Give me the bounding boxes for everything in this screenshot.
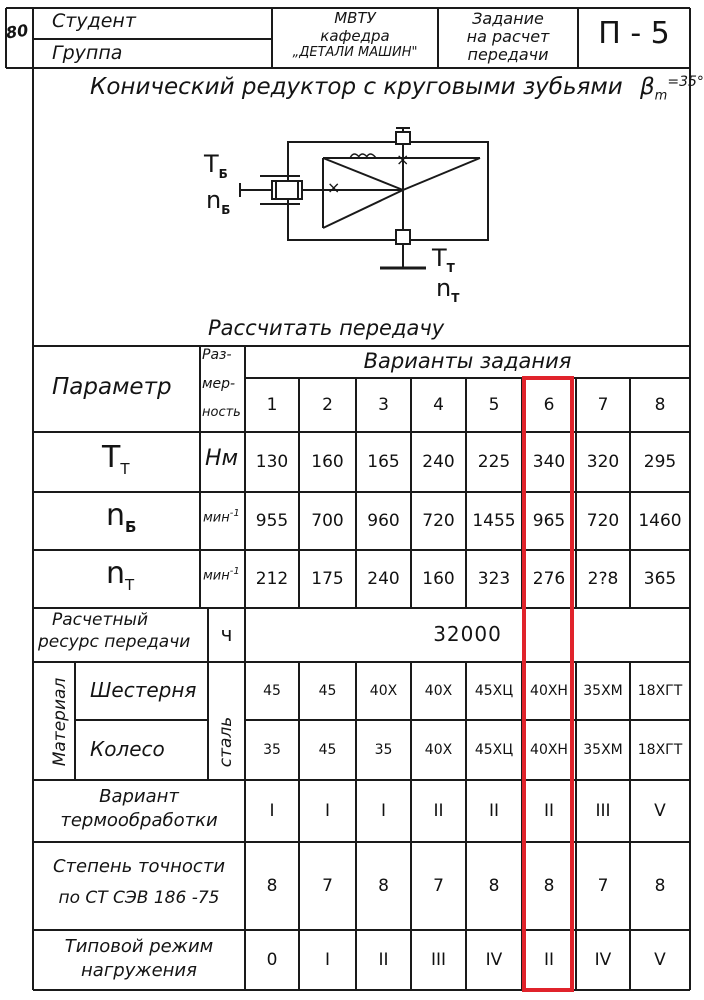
param-cell: 212	[255, 569, 289, 589]
accuracy-cell: 8	[543, 876, 555, 896]
unit-rpm-b: мин$^{-1}$	[203, 508, 240, 526]
unit-rpm-t: мин$^{-1}$	[203, 566, 240, 584]
heat-treatment-cell: V	[654, 801, 666, 821]
heat-treatment-cell: III	[595, 801, 611, 821]
param-cell: 720	[586, 511, 620, 531]
load-mode-cell: II	[543, 950, 555, 970]
param-nt: $n_T$	[106, 556, 135, 594]
param-cell: 160	[422, 569, 455, 589]
dim-header-2: мер-	[202, 376, 236, 392]
param-cell: 955	[255, 511, 289, 531]
param-cell: 295	[643, 452, 677, 472]
variant-number: 4	[433, 395, 444, 415]
calc-title: Рассчитать передачу	[208, 316, 445, 340]
variant-number: 5	[488, 395, 500, 415]
heat-treatment-cell: I	[380, 801, 386, 821]
load-mode-cell: 0	[266, 950, 278, 970]
load-mode-cell: IV	[594, 950, 612, 970]
pinion-material-cell: 45	[318, 683, 337, 699]
variant-number: 6	[543, 395, 555, 415]
param-cell: 225	[477, 452, 511, 472]
wheel-material-cell: 18ХГТ	[637, 742, 683, 758]
heat-treatment-cell: II	[543, 801, 555, 821]
title-text: Конический редуктор с круговыми зубьями	[90, 74, 623, 100]
param-cell: 965	[532, 511, 566, 531]
material-unit: сталь	[216, 716, 236, 768]
wheel-material-cell: 45ХЦ	[474, 742, 514, 758]
group-label: Группа	[52, 42, 123, 64]
param-cell: 323	[477, 569, 511, 589]
dim-header-1: Раз-	[202, 347, 232, 363]
param-cell: 240	[422, 452, 455, 472]
resource-label-2: ресурс передачи	[38, 632, 191, 652]
resource-label-1: Расчетный	[52, 610, 149, 630]
wheel-material-cell: 35	[374, 742, 393, 758]
org-line-3: „ДЕТАЛИ МАШИН"	[292, 45, 418, 60]
pinion-material-cell: 40ХН	[530, 683, 568, 699]
param-cell: 130	[255, 452, 289, 472]
wheel-material-cell: 40ХН	[530, 742, 568, 758]
material-label: Материал	[50, 677, 70, 767]
org-line-1: МВТУ	[334, 9, 376, 27]
accuracy-label-1: Степень точности	[52, 856, 226, 877]
param-cell: 240	[367, 569, 400, 589]
param-cell: 160	[311, 452, 344, 472]
task-line-3: передачи	[467, 45, 549, 64]
pinion-cross: ×	[327, 178, 341, 197]
wheel-material-cell: 40Х	[424, 742, 453, 758]
load-label-1: Типовой режим	[64, 936, 214, 957]
dim-header-3: ность	[202, 405, 241, 420]
accuracy-cell: 7	[597, 876, 609, 896]
load-label-2: нагружения	[81, 960, 197, 981]
param-cell: 960	[367, 511, 400, 531]
scheme-nb: $n_Б$	[206, 186, 231, 217]
wheel-material-cell: 45	[318, 742, 337, 758]
resource-value: 32000	[433, 622, 502, 646]
wheel-label: Колесо	[90, 737, 165, 761]
pinion-material-cell: 40Х	[424, 683, 453, 699]
param-cell: 365	[643, 569, 677, 589]
param-cell: 2?8	[587, 569, 619, 589]
heat-treatment-cell: I	[324, 801, 330, 821]
task-line-2: на расчет	[466, 27, 550, 46]
accuracy-cell: 7	[322, 876, 333, 896]
variant-number: 2	[322, 395, 333, 415]
load-mode-cell: II	[378, 950, 389, 970]
heat-label-1: Вариант	[99, 786, 179, 807]
accuracy-cell: 8	[654, 876, 666, 896]
variant-6-highlight	[522, 376, 574, 992]
accuracy-cell: 8	[488, 876, 500, 896]
param-cell: 340	[532, 452, 566, 472]
param-tt: $T_T$	[102, 440, 130, 478]
pinion-material-cell: 45	[263, 683, 281, 699]
heat-label-2: термообработки	[60, 810, 218, 831]
resource-unit: ч	[220, 622, 233, 646]
accuracy-label-2: по СТ СЭВ 186 -75	[58, 888, 220, 908]
accuracy-cell: 7	[433, 876, 444, 896]
page-number: 80	[4, 20, 30, 43]
heat-treatment-cell: II	[433, 801, 444, 821]
variant-number: 7	[597, 395, 609, 415]
heat-treatment-cell: II	[488, 801, 500, 821]
unit-nm: Нм	[205, 446, 239, 471]
param-header: Параметр	[52, 374, 172, 400]
param-cell: 700	[311, 511, 344, 531]
param-cell: 276	[532, 569, 566, 589]
wheel-material-cell: 35ХМ	[583, 742, 623, 758]
task-code: П - 5	[598, 16, 670, 51]
param-cell: 1455	[472, 511, 516, 531]
beta-sub: m	[654, 88, 668, 104]
pinion-material-cell: 45ХЦ	[474, 683, 514, 699]
param-nb: $n_Б$	[106, 498, 137, 536]
pinion-material-cell: 40Х	[369, 683, 398, 699]
beta-symbol: β	[639, 74, 655, 100]
scheme-tb: $T_Б$	[204, 150, 228, 181]
pinion-label: Шестерня	[90, 678, 197, 702]
param-cell: 320	[586, 452, 620, 472]
param-cell: 720	[422, 511, 455, 531]
param-cell: 165	[367, 452, 400, 472]
variants-header: Варианты задания	[363, 349, 572, 373]
task-line-1: Задание	[472, 9, 544, 28]
sheet-title	[90, 74, 704, 104]
wheel-material-cell: 35	[263, 742, 281, 758]
load-mode-cell: I	[324, 950, 330, 970]
beta-value: =35°	[667, 74, 704, 90]
org-line-2: кафедра	[320, 27, 390, 45]
variant-number: 8	[654, 395, 666, 415]
param-cell: 175	[311, 569, 344, 589]
variant-number: 3	[378, 395, 389, 415]
accuracy-cell: 8	[378, 876, 389, 896]
pinion-material-cell: 18ХГТ	[637, 683, 683, 699]
load-mode-cell: V	[654, 950, 666, 970]
load-mode-cell: IV	[485, 950, 503, 970]
student-label: Студент	[52, 10, 136, 32]
pinion-material-cell: 35ХМ	[583, 683, 623, 699]
wheel-cross: ×	[396, 150, 410, 169]
scheme-tt: $T_T$	[432, 244, 455, 275]
param-cell: 1460	[638, 511, 682, 531]
load-mode-cell: III	[430, 950, 447, 970]
variant-number: 1	[266, 395, 278, 415]
heat-treatment-cell: I	[269, 801, 275, 821]
scheme-nt: $n_T$	[436, 274, 460, 305]
accuracy-cell: 8	[266, 876, 278, 896]
